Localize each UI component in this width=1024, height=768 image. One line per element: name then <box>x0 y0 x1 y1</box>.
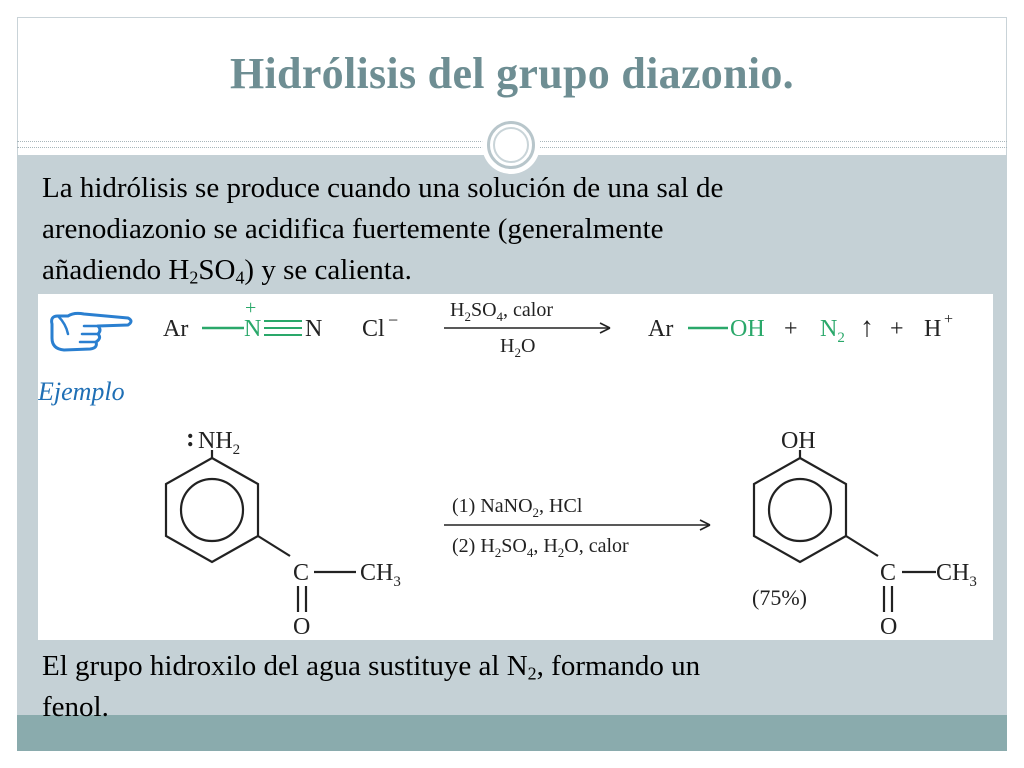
svg-text:+: + <box>944 311 954 328</box>
svg-text:↑: ↑ <box>860 312 874 343</box>
svg-text:+: + <box>784 316 798 342</box>
svg-text:Ar: Ar <box>163 316 189 342</box>
svg-text:NH2: $NH_2$ <box>198 428 241 458</box>
svg-text:CH3: $CH_3$ <box>936 560 977 590</box>
reactant-labels <box>186 423 401 640</box>
svg-text:N2: $N_2$ <box>820 316 845 346</box>
slide-title: Hidrólisis del grupo diazonio. <box>230 49 794 98</box>
svg-text:C: C <box>293 560 310 586</box>
circle-ornament-inner <box>493 127 529 163</box>
svg-text:CH3: $CH_3$ <box>360 560 401 590</box>
reactant-structure <box>166 450 356 612</box>
svg-text:H2SO4, calor: $H_2SO_4$, calor <box>450 299 554 324</box>
svg-text:N: N <box>244 316 262 342</box>
svg-text:O: O <box>880 614 898 640</box>
product-labels <box>752 428 977 640</box>
example-conditions <box>444 495 710 560</box>
reaction-scheme <box>38 294 993 640</box>
intro-paragraph: La hidrólisis se produce cuando una solución de una sal de arenodiazonio se acidifica fuertemente (generalmente añadiendo $H_2SO_4$) y se calienta. <box>42 172 724 288</box>
svg-text:Ar: Ar <box>648 316 674 342</box>
svg-text:OH: OH <box>730 316 765 342</box>
svg-text:Cl: Cl <box>362 316 385 342</box>
svg-text:O: O <box>293 614 311 640</box>
yield-label: (75%) <box>752 585 807 610</box>
general-reaction <box>163 297 953 360</box>
svg-text:N: N <box>305 316 323 342</box>
svg-text:OH: OH <box>781 428 816 454</box>
svg-text::: : <box>186 423 195 452</box>
svg-text:+: + <box>245 297 257 319</box>
svg-text:H: H <box>924 316 942 342</box>
svg-text:(1) NaNO2, HCl: (1) NaNO$_2$, HCl <box>452 495 583 520</box>
pointing-hand-icon <box>52 313 131 350</box>
svg-text:(2) H2SO4, H2O, calor: (2) $H_2SO_4$, $H_2O$, calor <box>452 535 629 560</box>
conclusion-paragraph: El grupo hidroxilo del agua sustituye al $N_2$, formando un fenol. <box>42 650 701 723</box>
svg-text:−: − <box>388 310 399 330</box>
svg-text:H2O: $H_2O$ <box>500 335 536 360</box>
svg-text:+: + <box>890 316 904 342</box>
example-label: Ejemplo <box>38 377 125 406</box>
svg-text:C: C <box>880 560 897 586</box>
